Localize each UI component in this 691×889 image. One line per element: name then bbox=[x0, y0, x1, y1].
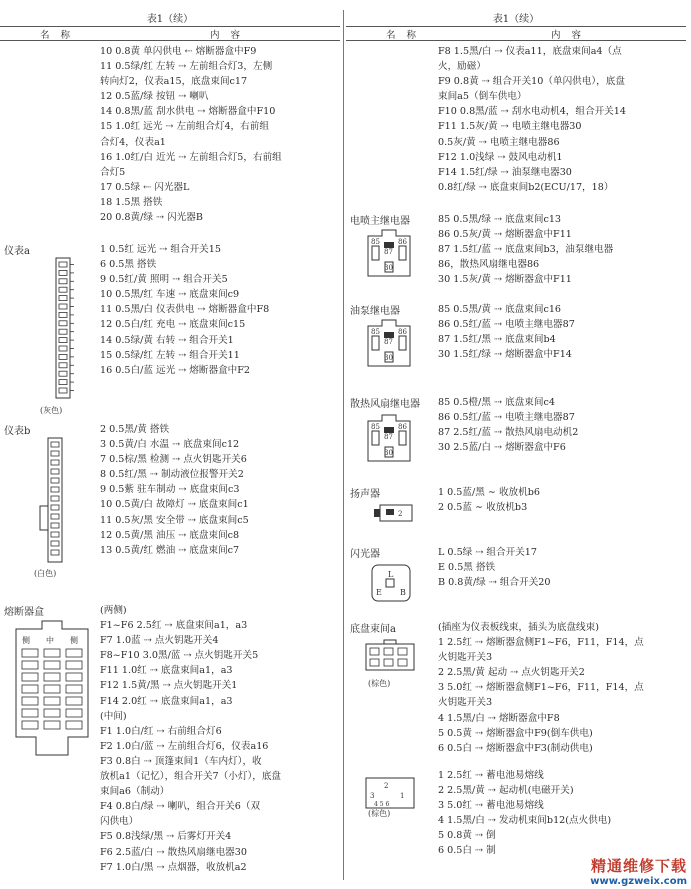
content-line: 30 1.5灰/黄 ⇢ 熔断器盒中F11 bbox=[438, 274, 572, 286]
svg-text:86: 86 bbox=[398, 328, 407, 336]
content-line: 2 2.5黑/黄 ⇢ 起动机(电磁开关) bbox=[438, 785, 574, 797]
group-name: 底盘束间a bbox=[350, 624, 396, 635]
content-line: 86，散热风扇继电器86 bbox=[438, 259, 540, 271]
content-line: 12 0.5蓝/绿 按钮 ⇢ 喇叭 bbox=[100, 91, 209, 103]
content-line: 85 0.5橙/黑 ⇢ 底盘束间c4 bbox=[438, 397, 555, 408]
instrument-a-caption: (灰色) bbox=[40, 406, 63, 415]
content-line: 87 1.5红/蓝 ⇢ 底盘束间b3，油泵继电器 bbox=[438, 244, 614, 256]
content-line: 85 0.5黑/绿 ⇢ 底盘束间c13 bbox=[438, 214, 562, 225]
svg-text:87: 87 bbox=[384, 248, 393, 256]
header-name: 名 称 bbox=[386, 30, 421, 41]
site-watermark bbox=[590, 855, 687, 887]
content-line: 0.8红/绿 ⇢ 底盘束间b2(ECU/17，18） bbox=[438, 181, 614, 193]
group-name: 仪表a bbox=[4, 246, 30, 257]
content-line: 18 1.5黑 搭铁 bbox=[100, 196, 163, 208]
content-line: 85 0.5黑/黄 ⇢ 底盘束间c16 bbox=[438, 304, 562, 315]
chassis-b-caption: (棕色) bbox=[368, 809, 391, 818]
content-line: F12 1.0浅绿 ⇢ 鼓风电动机1 bbox=[438, 151, 563, 163]
speaker-connector-icon bbox=[370, 503, 420, 525]
content-line: 闪供电） bbox=[100, 816, 139, 828]
watermark-line2: www.gzweix.com bbox=[590, 876, 687, 887]
content-line: 3 5.0红 ⇢ 熔断器盒侧F1~F6，F11，F14，点 bbox=[438, 682, 644, 694]
fuel-pump-relay-pinout-icon bbox=[364, 318, 414, 374]
content-line: F6 2.5蓝/白 ⇢ 散热风扇继电器30 bbox=[100, 846, 247, 858]
chassis-a-connector-icon bbox=[360, 638, 420, 678]
content-line: 15 0.5绿/红 左转 ⇢ 组合开关11 bbox=[100, 349, 240, 361]
content-line: 14 0.5绿/黄 右转 ⇢ 组合开关1 bbox=[100, 334, 234, 346]
content-line: 1 2.5红 ⇢ 熔断器盒侧F1~F6，F11，F14，点 bbox=[438, 637, 644, 649]
svg-text:86: 86 bbox=[398, 238, 407, 246]
content-line: (两侧) bbox=[100, 605, 127, 616]
content-line: 4 1.5黑/白 ⇢ 发动机束间b12(点火供电) bbox=[438, 815, 612, 827]
content-line: 20 0.8黄/绿 ⇢ 闪光器B bbox=[100, 212, 203, 224]
table-title: 表1（续） bbox=[146, 14, 194, 25]
content-line: 火钥匙开关3 bbox=[438, 652, 493, 664]
group-name: 熔断器盒 bbox=[4, 607, 44, 618]
content-line: 9 0.5红/黄 照明 ⇢ 组合开关5 bbox=[100, 274, 228, 286]
content-line: B 0.8黄/绿 ⇢ 组合开关20 bbox=[438, 577, 551, 589]
content-line: 12 0.5白/红 充电 ⇢ 底盘束间c15 bbox=[100, 319, 246, 331]
content-line: 30 1.5红/绿 ⇢ 熔断器盒中F14 bbox=[438, 349, 572, 361]
content-line: 17 0.5绿 ⇠ 闪光器L bbox=[100, 181, 190, 193]
content-line: 5 0.5黄 ⇢ 熔断器盒中F9(倒车供电) bbox=[438, 727, 593, 739]
fuse-box-labels bbox=[22, 635, 84, 646]
content-line: F1 1.0白/红 ⇢ 右前组合灯6 bbox=[100, 725, 222, 737]
content-line: 10 0.8黄 单闪供电 ⇠ 熔断器盒中F9 bbox=[100, 46, 257, 57]
header-content: 内 容 bbox=[551, 30, 586, 41]
content-line: E 0.5黑 搭铁 bbox=[438, 562, 496, 574]
content-line: F7 1.0白/黑 ⇢ 点烟器，收放机a2 bbox=[100, 861, 247, 873]
content-line: 12 0.5黄/黑 油压 ⇢ 底盘束间c8 bbox=[100, 529, 240, 541]
table-header bbox=[0, 26, 340, 41]
content-line: F14 2.0红 ⇢ 底盘束间a1，a3 bbox=[100, 695, 233, 707]
content-line: 0.5灰/黄 ⇢ 电喷主继电器86 bbox=[438, 136, 560, 148]
svg-text:85: 85 bbox=[371, 328, 380, 336]
svg-text:2: 2 bbox=[384, 782, 389, 790]
content-line: 13 0.5黄/红 燃油 ⇢ 底盘束间c7 bbox=[100, 544, 240, 556]
watermark-line1: 精通维修下载 bbox=[590, 857, 687, 875]
content-line: 16 0.5白/蓝 远光 ⇢ 熔断器盒中F2 bbox=[100, 364, 251, 376]
svg-text:30: 30 bbox=[384, 449, 393, 457]
content-line: 10 0.5黄/白 故障灯 ⇢ 底盘束间c1 bbox=[100, 499, 249, 511]
efi-relay-pinout-icon bbox=[364, 228, 414, 284]
svg-text:30: 30 bbox=[384, 264, 393, 272]
content-line: F10 0.8黑/蓝 ⇢ 刮水电动机4，组合开关14 bbox=[438, 106, 626, 118]
content-line: F9 0.8黄 ⇢ 组合开关10（单闪供电），底盘 bbox=[438, 76, 625, 88]
content-line: F14 1.5红/绿 ⇢ 油泵继电器30 bbox=[438, 166, 572, 178]
fan-relay-pinout-icon bbox=[364, 413, 414, 469]
fuse-label-mid: 中 bbox=[46, 636, 54, 645]
svg-text:87: 87 bbox=[384, 433, 393, 441]
svg-text:30: 30 bbox=[384, 354, 393, 362]
content-line: F8~F10 3.0黑/蓝 ⇢ 点火钥匙开关5 bbox=[100, 650, 259, 662]
content-line: 87 2.5红/蓝 ⇢ 散热风扇电动机2 bbox=[438, 427, 579, 439]
svg-text:L: L bbox=[388, 570, 394, 579]
svg-text:3: 3 bbox=[370, 792, 375, 800]
content-line: 86 0.5红/蓝 ⇢ 电喷主继电器87 bbox=[438, 319, 575, 331]
svg-text:4 5 6: 4 5 6 bbox=[374, 801, 390, 808]
content-line: 2 0.5黑/黄 搭铁 bbox=[100, 424, 170, 435]
content-line: 转向灯2，仪表a15，底盘束间c17 bbox=[100, 76, 248, 88]
group-name: 散热风扇继电器 bbox=[350, 399, 420, 410]
content-line: F11 1.5灰/黄 ⇢ 电喷主继电器30 bbox=[438, 121, 582, 133]
content-line: 14 0.8黑/蓝 刮水供电 ⇢ 熔断器盒中F10 bbox=[100, 106, 276, 118]
content-line: 5 0.8黄 ⇢ 倒 bbox=[438, 830, 496, 842]
svg-text:86: 86 bbox=[398, 423, 407, 431]
content-line: 7 0.5棕/黑 检测 ⇢ 点火钥匙开关6 bbox=[100, 454, 247, 466]
content-line: F11 1.0红 ⇢ 底盘束间a1，a3 bbox=[100, 665, 233, 677]
content-line: 合灯4，仪表a1 bbox=[100, 136, 166, 148]
instrument-b-caption: (白色) bbox=[34, 569, 57, 578]
content-line: 1 0.5蓝/黑 ∼ 收放机b6 bbox=[438, 487, 540, 498]
content-line: 30 2.5蓝/白 ⇢ 熔断器盒中F6 bbox=[438, 442, 566, 454]
content-line: 16 1.0红/白 近光 ⇢ 左前组合灯5，右前组 bbox=[100, 151, 282, 163]
flasher-connector-icon bbox=[368, 561, 414, 607]
content-line: F7 1.0蓝 ⇢ 点火钥匙开关4 bbox=[100, 635, 219, 647]
content-line: F4 0.8白/绿 ⇢ 喇叭，组合开关6（双 bbox=[100, 801, 261, 813]
content-line: F3 0.8白 ⇢ 顶篷束间1（车内灯），收 bbox=[100, 755, 262, 767]
content-line: 火，励磁） bbox=[438, 61, 486, 73]
content-line: 86 0.5灰/黄 ⇢ 熔断器盒中F11 bbox=[438, 229, 572, 241]
content-line: (插座为仪表板线束，插头为底盘线束) bbox=[438, 622, 599, 633]
table-title: 表1（续） bbox=[492, 14, 540, 25]
content-line: 8 0.5红/黑 ⇢ 制动液位报警开关2 bbox=[100, 469, 244, 481]
content-line: F5 0.8浅绿/黑 ⇢ 后雾灯开关4 bbox=[100, 831, 232, 843]
table-header bbox=[346, 26, 686, 41]
content-line: 放机a1（记忆），组合开关7（小灯），底盘 bbox=[100, 771, 282, 783]
content-line: F12 1.5黄/黑 ⇢ 点火钥匙开关1 bbox=[100, 680, 238, 692]
svg-text:E: E bbox=[376, 588, 382, 597]
content-line: 束间a6（制动） bbox=[100, 786, 170, 798]
content-line: 9 0.5紫 驻车制动 ⇢ 底盘束间c3 bbox=[100, 484, 240, 496]
content-line: 火钥匙开关3 bbox=[438, 697, 493, 709]
content-line: 86 0.5红/蓝 ⇢ 电喷主继电器87 bbox=[438, 412, 575, 424]
content-line: 11 0.5黑/白 仪表供电 ⇢ 熔断器盒中F8 bbox=[100, 304, 270, 316]
svg-text:85: 85 bbox=[371, 423, 380, 431]
svg-text:85: 85 bbox=[371, 238, 380, 246]
group-name: 闪光器 bbox=[350, 549, 380, 560]
instrument-a-connector-icon bbox=[44, 256, 76, 404]
content-line: 11 0.5绿/红 左转 ⇢ 左前组合灯3，左侧 bbox=[100, 61, 273, 73]
content-line: 3 0.5黄/白 水温 ⇢ 底盘束间c12 bbox=[100, 439, 240, 451]
content-line: 1 0.5红 远光 ⇢ 组合开关15 bbox=[100, 244, 221, 255]
column-divider bbox=[343, 10, 344, 880]
fuse-label-left: 侧 bbox=[22, 636, 30, 645]
content-line: 10 0.5黑/红 车速 ⇢ 底盘束间c9 bbox=[100, 289, 240, 301]
header-name: 名 称 bbox=[40, 30, 75, 41]
content-line: 合灯5 bbox=[100, 166, 126, 178]
svg-text:87: 87 bbox=[384, 338, 393, 346]
content-line: (中间) bbox=[100, 710, 127, 722]
content-line: F2 1.0白/蓝 ⇢ 左前组合灯6，仪表a16 bbox=[100, 740, 269, 752]
content-line: L 0.5绿 ⇢ 组合开关17 bbox=[438, 547, 537, 558]
content-line: 6 0.5黑 搭铁 bbox=[100, 259, 157, 271]
group-name: 扬声器 bbox=[350, 489, 380, 500]
content-line: 2 0.5蓝 ∼ 收放机b3 bbox=[438, 502, 528, 514]
content-line: 11 0.5灰/黑 安全带 ⇢ 底盘束间c5 bbox=[100, 514, 249, 526]
content-line: 1 2.5红 ⇢ 蓄电池易熔线 bbox=[438, 770, 544, 781]
svg-text:1: 1 bbox=[400, 792, 405, 800]
content-line: 2 2.5黑/黄 起动 ⇢ 点火钥匙开关2 bbox=[438, 667, 585, 679]
content-line: 6 0.5白 ⇢ 制 bbox=[438, 845, 496, 857]
content-line: 束间a5（倒车供电） bbox=[438, 91, 527, 103]
chassis-a-caption: (棕色) bbox=[368, 679, 391, 688]
svg-text:2: 2 bbox=[398, 510, 403, 518]
content-line: 87 1.5红/黑 ⇢ 底盘束间b4 bbox=[438, 334, 556, 346]
svg-text:B: B bbox=[400, 588, 406, 597]
content-line: 3 5.0红 ⇢ 蓄电池易熔线 bbox=[438, 800, 544, 812]
group-name: 油泵继电器 bbox=[350, 306, 400, 317]
right-column bbox=[346, 0, 686, 889]
content-line: 15 1.0红 远光 ⇢ 左前组合灯4，右前组 bbox=[100, 121, 269, 133]
left-column bbox=[0, 0, 340, 889]
content-line: 4 1.5黑/白 ⇢ 熔断器盒中F8 bbox=[438, 712, 560, 724]
instrument-b-connector-icon bbox=[34, 436, 74, 568]
content-line: F1~F6 2.5红 ⇢ 底盘束间a1，a3 bbox=[100, 620, 248, 632]
fuse-label-right: 侧 bbox=[70, 636, 78, 645]
content-line: F8 1.5黑/白 ⇢ 仪表a11，底盘束间a4（点 bbox=[438, 46, 622, 57]
content-line: 6 0.5白 ⇢ 熔断器盒中F3(制动供电) bbox=[438, 742, 593, 754]
group-name: 电喷主继电器 bbox=[350, 216, 410, 227]
group-name: 仪表b bbox=[4, 426, 31, 437]
header-content: 内 容 bbox=[210, 30, 245, 41]
